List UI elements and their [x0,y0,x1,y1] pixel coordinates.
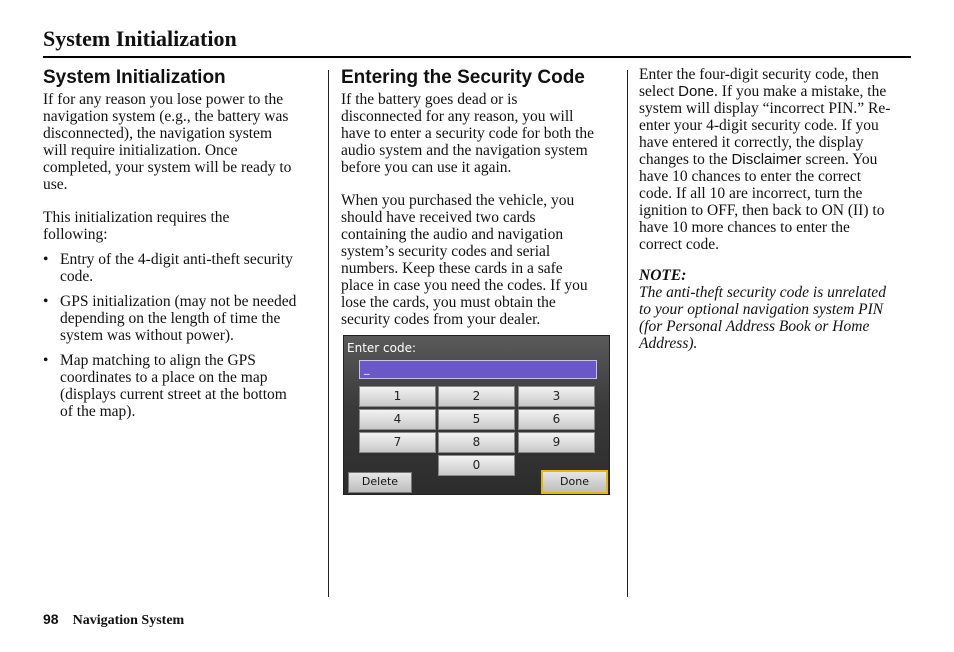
requirements-paragraph: This initialization requires the following: [43,209,230,243]
note-body: The anti-theft security code is unrelated to your optional navigation system PIN (for Personal Address Book or Home Address). [639,284,886,352]
column-enter-code-instructions [639,66,914,352]
page-title: System Initialization [43,26,237,51]
column-security-code [341,66,613,328]
bullet-icon: • [43,293,49,310]
title-divider [43,56,911,58]
page-number: 98 [43,611,59,627]
intro-paragraph: If for any reason you lose power to the navigation system (e.g., the battery was disconnected), the navigation system will require initialization. Once completed, your system will be ready to use. [43,91,292,193]
delete-button[interactable]: Delete [348,472,412,493]
enter-code-label: Enter code: [347,341,417,355]
keypad-key-0[interactable]: 0 [438,455,515,476]
list-item: • Entry of the 4-digit anti-theft security code. [43,251,293,285]
keypad-key-9[interactable]: 9 [518,432,595,453]
keypad-key-4[interactable]: 4 [359,409,436,430]
bullet-icon: • [43,352,49,369]
battery-paragraph: If the battery goes dead or is disconnected for any reason, you will have to enter a security code for both the audio system and the navigation system before you can use it again. [341,91,595,176]
done-button[interactable]: Done [541,470,608,494]
footer-section-title: Navigation System [72,613,185,628]
list-item: • Map matching to align the GPS coordinates to a place on the map (displays current street at the bottom of the map). [43,352,287,420]
column-divider [627,70,628,597]
enter-code-screen [343,335,610,495]
keypad-key-8[interactable]: 8 [438,432,515,453]
keypad-key-6[interactable]: 6 [518,409,595,430]
done-term: Done [678,83,715,100]
cards-paragraph: When you purchased the vehicle, you should have received two cards containing the audio and navigation system’s security codes and serial numbers. Keep these cards in a safe place in case you need the codes. If you lose the cards, you must obtain the security codes from your dealer. [341,192,588,328]
column-system-initialization [43,66,318,428]
keypad-key-7[interactable]: 7 [359,432,436,453]
page-footer [43,611,184,629]
code-input-field[interactable]: _ [359,360,597,379]
instructions-paragraph: Enter the four-digit security code, then select Done. If you make a mistake, the system will display “incorrect PIN.” Re- enter your 4-digit security code. If you have entered it correctly, the display changes to the Disclaimer screen. You have 10 chances to enter the correct code. If all 10 are incorrect, turn the ignition to OFF, then back to ON (II) to have 10 more chances to enter the correct code. [639,66,891,253]
keypad-key-2[interactable]: 2 [438,386,515,407]
keypad-key-3[interactable]: 3 [518,386,595,407]
keypad-key-5[interactable]: 5 [438,409,515,430]
section-heading-system-initialization: System Initialization [43,67,226,88]
note-heading: NOTE: [639,267,687,284]
disclaimer-term: Disclaimer [731,151,802,168]
section-heading-security-code: Entering the Security Code [341,67,585,88]
keypad-key-1[interactable]: 1 [359,386,436,407]
bullet-icon: • [43,251,49,268]
requirements-list [43,251,318,420]
list-item: • GPS initialization (may not be needed depending on the length of time the system was without power). [43,293,297,344]
column-divider [328,70,329,597]
